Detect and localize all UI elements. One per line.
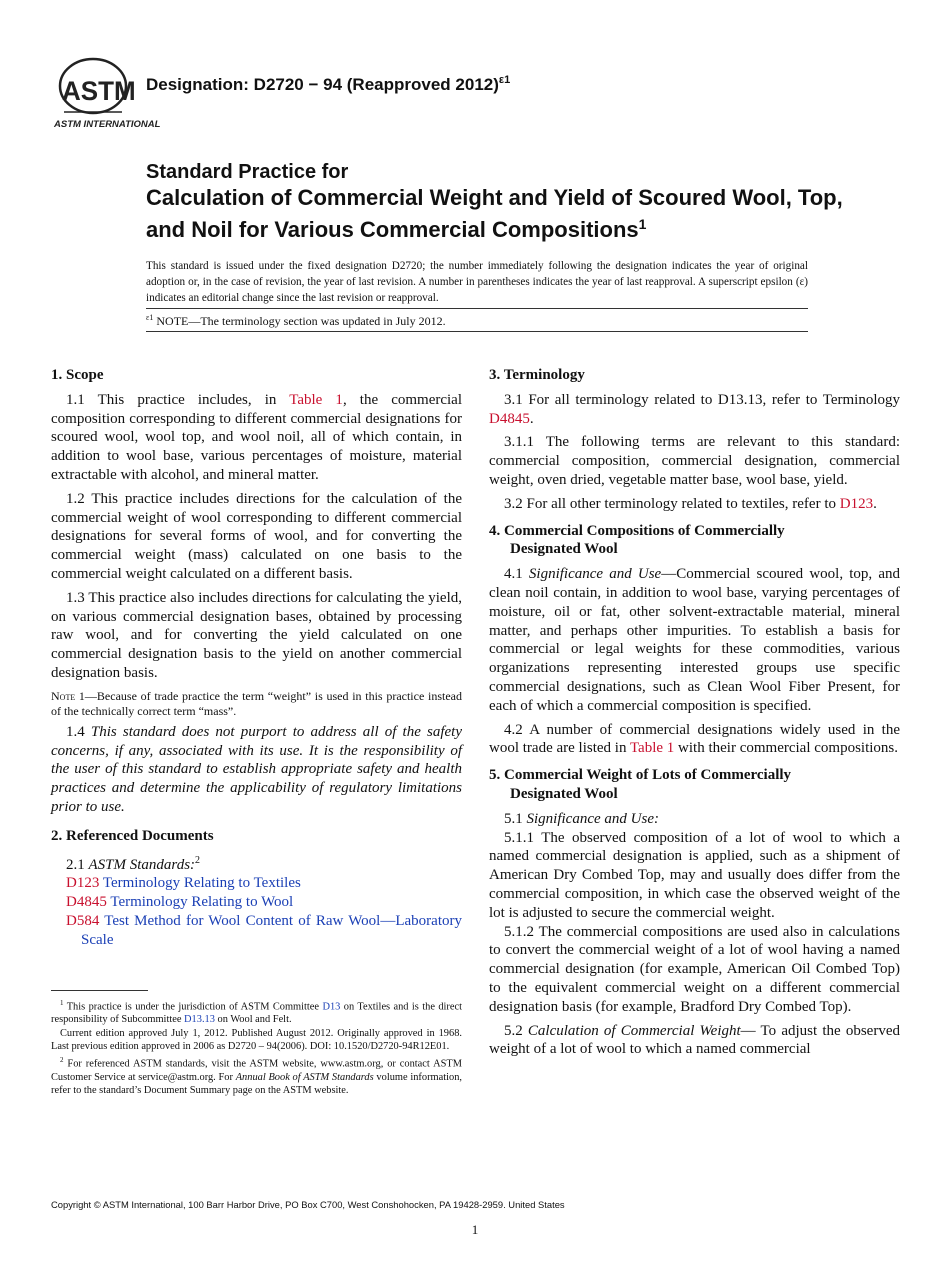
left-column [51,366,462,1098]
para-3-1: 3.1 For all terminology related to D13.13, refer to Terminology D4845. [489,391,900,427]
para-5-2: 5.2 Calculation of Commercial Weight— To adjust the observed weight of a lot of wool to which a named commercial [489,1022,900,1058]
para-5-1-2: 5.1.2 The commercial compositions are used also in calculations to convert the commercial weight of a lot of wool having a named commercial designation (for example, American Oil Combed Top) to the equivalent commercial weight on a different commercial designation basis (for example, Bradford Dry Combed Top). [489,923,900,1015]
fixed-designation-notice: This standard is issued under the fixed designation D2720; the number immediately following the designation indicates the year of original adoption or, in the case of revision, the year of last revision. A number in parentheses indicates the year of last reapproval. A superscript epsilon (ε) indicates an editorial change since the last revision or reapproval. [146,260,808,304]
title-prefix: Standard Practice for [146,161,349,183]
d13-link[interactable]: D13 [322,1000,341,1012]
astm-logo [52,56,161,132]
ref-d123[interactable]: D123 Terminology Relating to Textiles [66,875,301,892]
table-1-link-2[interactable]: Table 1 [629,740,675,757]
section-heading-referenced-documents: 2. Referenced Documents [51,827,214,844]
page-number: 1 [471,1222,479,1237]
para-1-4: 1.4 This standard does not purport to address all of the safety concerns, if any, associated with its use. It is the responsibility of the user of this standard to establish appropriate safety and health practices and determine the applicability of regulatory limitations prior to use. [51,723,463,815]
footnote-2: $^2$ For referenced ASTM standards, visit the ASTM website, www.astm.org, or contact ASTM Customer Service at service@astm.org. For Annual Book of ASTM Standards volume information, refer to the standard’s Document Summary page on the ASTM website. [51,1055,462,1097]
para-5-1-1: 5.1.1 The observed composition of a lot of wool to which a named commercial designation is applied, such as a shipment of American Dry Combed Top, may and usually does differ from the commercial composition, in which case the observed weight of the lot is adjusted to secure the commercial weight. [489,829,900,921]
d123-link[interactable]: D123 [839,495,874,512]
footnote-1: $^1$ This practice is under the jurisdiction of ASTM Committee D13 on Textiles and is the direct responsibility of Subcommittee D13.13 on Wool and Felt. [51,998,462,1026]
para-3-1-1: 3.1.1 The following terms are relevant to this standard: commercial composition, commercial designation, commercial weight, oven dried, vegetable matter base, wool base, yield. [489,434,900,488]
d4845-link[interactable]: D4845 [489,410,530,427]
para-4-2: 4.2 A number of commercial designations widely used in the wool trade are listed in Table 1 with their commercial compositions. [489,721,900,757]
document-title [146,160,846,243]
section-heading-scope: 1. Scope [51,367,104,383]
title-main: Calculation of Commercial Weight and Yield of Scoured Wool, Top, and Noil for Various Commercial Compositions$^1$ [146,185,843,242]
para-1-2: 1.2 This practice includes directions for the calculation of the commercial weight of wool corresponding to different commercial designations for several forms of wool, and for converting the commercial weight (mass) calculated on one basis to the commercial weight calculated on a different basis. [51,490,462,582]
designation: Designation: D2720 − 94 (Reapproved 2012)$^{\varepsilon 1}$ [146,74,511,94]
logo-text: ASTM INTERNATIONAL [54,119,161,130]
para-1-3: 1.3 This practice also includes directions for calculating the yield, on various commercial designation bases, obtained by processing raw wool, and for converting the yield calculated on one commercial designation basis to the yield on another commercial designation basis. [51,589,462,681]
d13-13-link[interactable]: D13.13 [184,1014,215,1026]
footnote-1-edition: Current edition approved July 1, 2012. Published August 2012. Originally approved in 1968. Last previous edition approved in 2006 as D2720 – 94(2006). DOI: 10.1520/D2720-94R12E01. [51,1027,462,1053]
svg-text:ASTM: ASTM [62,75,136,107]
para-2-1: 2.1 ASTM Standards:$^2$ [66,854,201,873]
footnote-divider [51,990,148,991]
section-heading-commercial-compositions: 4. Commercial Compositions of Commercially Designated Wool [489,522,785,558]
para-3-2: 3.2 For all other terminology related to textiles, refer to D123. [504,495,877,512]
ref-d584[interactable]: D584 Test Method for Wool Content of Raw Wool—Laboratory Scale [66,912,462,948]
ref-d4845[interactable]: D4845 Terminology Relating to Wool [66,894,294,911]
table-1-link[interactable]: Table 1 [289,391,343,408]
section-heading-commercial-weight: 5. Commercial Weight of Lots of Commercially Designated Wool [489,767,792,802]
right-column [489,366,900,1064]
divider-bottom [146,331,808,332]
divider-top [146,308,808,309]
para-1-1: 1.1 This practice includes, in Table 1, the commercial composition corresponding to different commercial designations for scoured wool, wool top, and wool noil, all of which contain, in addition to wool base, various percentages of moisture, material extractable with alcohol, and mineral matter. [51,391,462,483]
copyright-footer: Copyright © ASTM International, 100 Barr Harbor Drive, PO Box C700, West Conshohocken, PA 19428-2959. United States [51,1199,565,1210]
para-4-1: 4.1 Significance and Use—Commercial scoured wool, top, and clean noil contain, in addition to wool base, varying percentages of moisture, oil or fat, other solvent-extractable material, mineral matter, and perhaps other impurities. To establish a basis for commercial or legal weights for these commodities, various organizations representing interested groups use specific commercial designations, such as Clean Wool Fiber Present, for each of which a commercial composition is specified. [489,566,900,714]
section-heading-terminology: 3. Terminology [489,367,585,383]
editorial-note: $^{\varepsilon 1}$ NOTE—The terminology section was updated in July 2012. [146,313,446,328]
note-1: Note 1—Because of trade practice the term “weight” is used in this practice instead of the technically correct term “mass”. [51,688,462,718]
para-5-1: 5.1 Significance and Use: [504,810,659,827]
